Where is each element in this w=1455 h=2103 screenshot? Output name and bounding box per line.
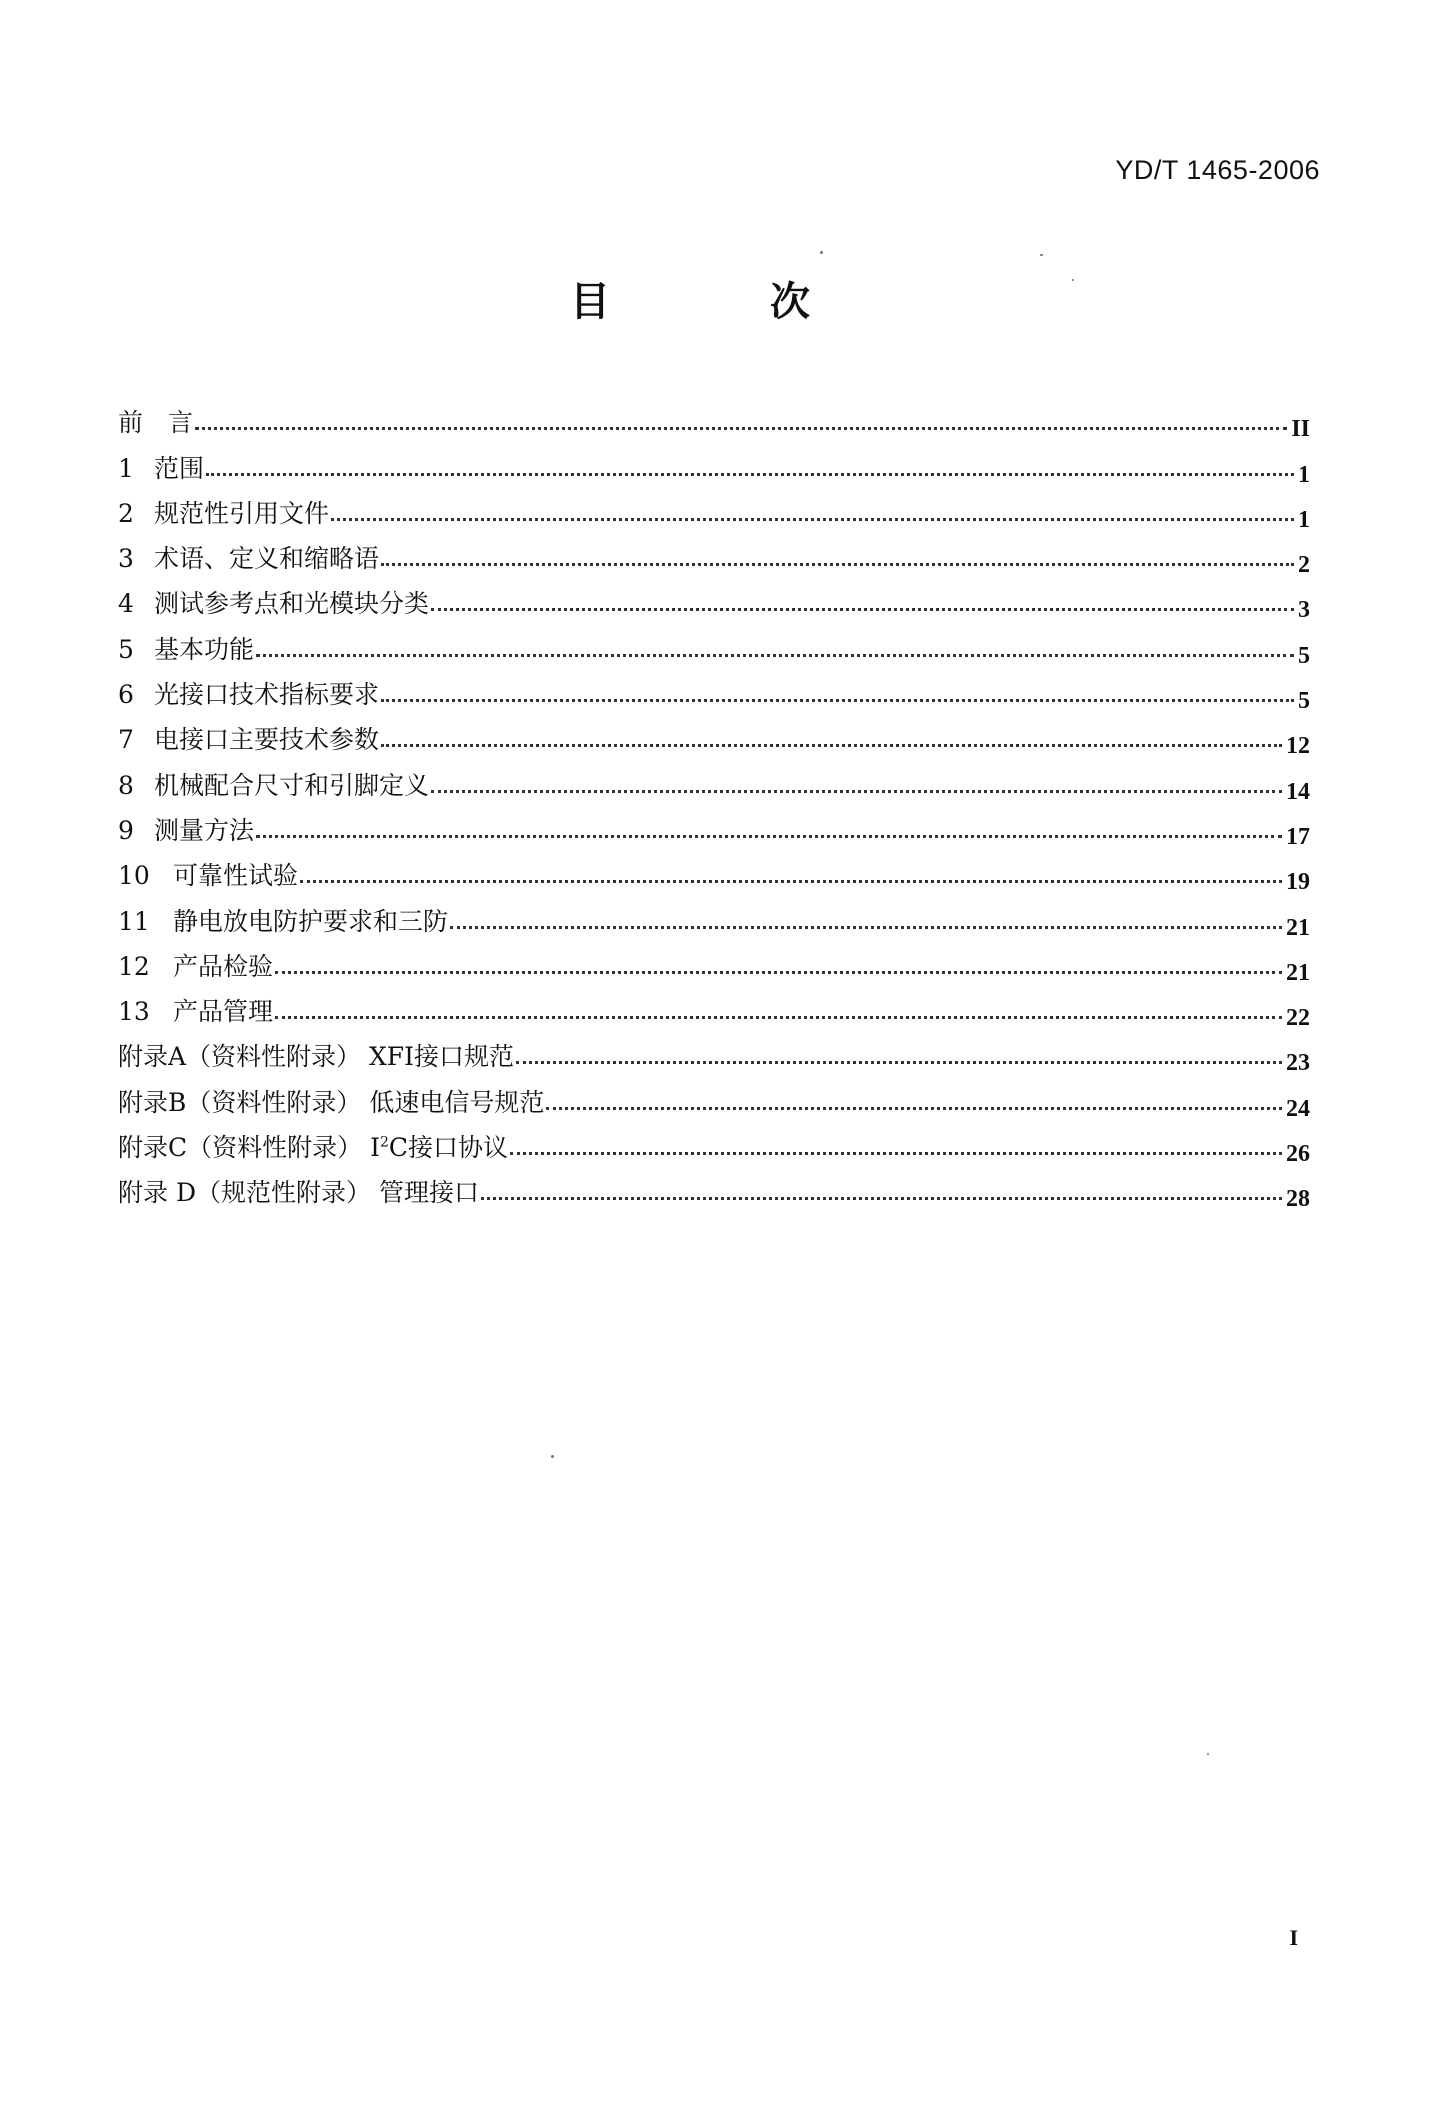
toc-leader-dots [450, 925, 1282, 929]
toc-entry-11[interactable] [118, 891, 1310, 941]
toc-entry-label: 机械配合尺寸和引脚定义 [154, 770, 430, 800]
toc-entry-label: 产品管理 [173, 997, 274, 1027]
scan-speck [1072, 279, 1074, 281]
toc-entry-number: 12 [118, 951, 150, 981]
toc-leader-dots [206, 472, 1294, 476]
toc-entry-label-post: C接口协议 [388, 1133, 509, 1163]
toc-list [118, 393, 1310, 1213]
toc-leader-dots [381, 698, 1294, 702]
toc-entry-label: 术语、定义和缩略语 [154, 544, 380, 574]
toc-entry-page: 21 [1286, 914, 1310, 941]
toc-entry-page: 5 [1298, 688, 1310, 715]
toc-entry-page: 17 [1286, 823, 1310, 850]
toc-entry-13[interactable] [118, 982, 1310, 1032]
toc-leader-dots [510, 1151, 1282, 1155]
toc-entry-number: 10 [118, 861, 150, 891]
toc-leader-dots [195, 426, 1287, 430]
toc-entry-label: 静电放电防护要求和三防 [173, 906, 449, 936]
toc-entry-page: 5 [1298, 642, 1310, 669]
toc-leader-dots [275, 970, 1282, 974]
toc-leader-dots [300, 879, 1282, 883]
scan-speck [1040, 254, 1043, 256]
document-code: YD/T 1465-2006 [1115, 155, 1320, 185]
scan-speck [551, 1455, 554, 1458]
toc-entry-page: 1 [1298, 461, 1310, 488]
toc-entry-label: 附录 D（规范性附录） 管理接口 [118, 1178, 479, 1208]
toc-entry-page: 3 [1298, 597, 1310, 624]
toc-entry-number: 6 [118, 680, 134, 710]
toc-entry-page: 28 [1286, 1186, 1310, 1213]
toc-entry-label: 范围 [154, 453, 205, 483]
toc-leader-dots [331, 517, 1294, 521]
toc-entry-label: 测试参考点和光模块分类 [154, 589, 430, 619]
toc-leader-dots [256, 653, 1294, 657]
toc-entry-4[interactable] [118, 574, 1310, 624]
toc-entry-number: 9 [118, 815, 134, 845]
toc-entry-label: 附录A（资料性附录） XFI接口规范 [118, 1042, 515, 1072]
toc-entry-number: 5 [118, 634, 134, 664]
toc-entry-page: 26 [1286, 1141, 1310, 1168]
toc-entry-page: 22 [1286, 1005, 1310, 1032]
toc-entry-3[interactable] [118, 529, 1310, 579]
toc-entry-6[interactable] [118, 665, 1310, 715]
toc-entry-label: 光接口技术指标要求 [154, 680, 380, 710]
toc-entry-8[interactable] [118, 755, 1310, 805]
toc-entry-label: 附录B（资料性附录） 低速电信号规范 [118, 1087, 545, 1117]
toc-entry-label: 电接口主要技术参数 [154, 725, 380, 755]
toc-entry-label: 产品检验 [173, 951, 274, 981]
toc-entry-7[interactable] [118, 710, 1310, 760]
toc-leader-dots [381, 743, 1282, 747]
toc-entry-number: 13 [118, 997, 150, 1027]
toc-entry-number: 8 [118, 770, 134, 800]
toc-entry-number: 11 [118, 906, 150, 936]
scan-speck [820, 251, 823, 254]
toc-entry-annex-d[interactable] [118, 1163, 1310, 1213]
toc-entry-page: II [1291, 416, 1310, 443]
toc-entry-label: 前 言 [118, 408, 194, 438]
toc-leader-dots [381, 562, 1294, 566]
toc-leader-dots [431, 607, 1294, 611]
toc-title: 目 次 [570, 279, 870, 325]
toc-entry-9[interactable] [118, 801, 1310, 850]
toc-entry-label: 测量方法 [154, 815, 255, 845]
toc-entry-number: 2 [118, 498, 134, 528]
toc-entry-page: 12 [1286, 733, 1310, 760]
page-number: I [1289, 1925, 1298, 1950]
toc-entry-annex-b[interactable] [118, 1072, 1310, 1122]
toc-entry-page: 24 [1286, 1095, 1310, 1122]
toc-entry-12[interactable] [118, 937, 1310, 986]
toc-entry-1[interactable] [118, 438, 1310, 488]
toc-entry-label-superscript: 2 [379, 1134, 389, 1151]
toc-entry-annex-a[interactable] [118, 1027, 1310, 1077]
toc-leader-dots [516, 1060, 1282, 1064]
scan-speck [1207, 1753, 1209, 1755]
toc-leader-dots [546, 1106, 1282, 1110]
toc-entry-annex-c[interactable] [118, 1118, 1310, 1168]
toc-entry-label: 可靠性试验 [173, 861, 299, 891]
toc-entry-foreword[interactable] [118, 393, 1310, 443]
toc-entry-page: 19 [1286, 869, 1310, 896]
toc-entry-2[interactable] [118, 484, 1310, 533]
toc-leader-dots [481, 1196, 1282, 1200]
toc-entry-page: 1 [1298, 506, 1310, 533]
toc-entry-label [118, 1133, 508, 1163]
toc-entry-label-pre: 附录C（资料性附录） I [118, 1133, 380, 1163]
toc-entry-page: 2 [1298, 552, 1310, 579]
toc-entry-label: 基本功能 [154, 634, 255, 664]
toc-entry-page: 14 [1286, 778, 1310, 805]
toc-entry-page: 21 [1286, 959, 1310, 986]
toc-entry-number: 1 [118, 453, 134, 483]
toc-entry-page: 23 [1286, 1050, 1310, 1077]
toc-entry-number: 7 [118, 725, 134, 755]
toc-entry-number: 3 [118, 544, 134, 574]
toc-leader-dots [256, 834, 1282, 838]
toc-entry-label: 规范性引用文件 [154, 498, 330, 528]
toc-leader-dots [275, 1015, 1282, 1019]
toc-leader-dots [431, 789, 1282, 793]
toc-entry-10[interactable] [118, 846, 1310, 896]
toc-entry-number: 4 [118, 589, 134, 619]
toc-entry-5[interactable] [118, 619, 1310, 669]
